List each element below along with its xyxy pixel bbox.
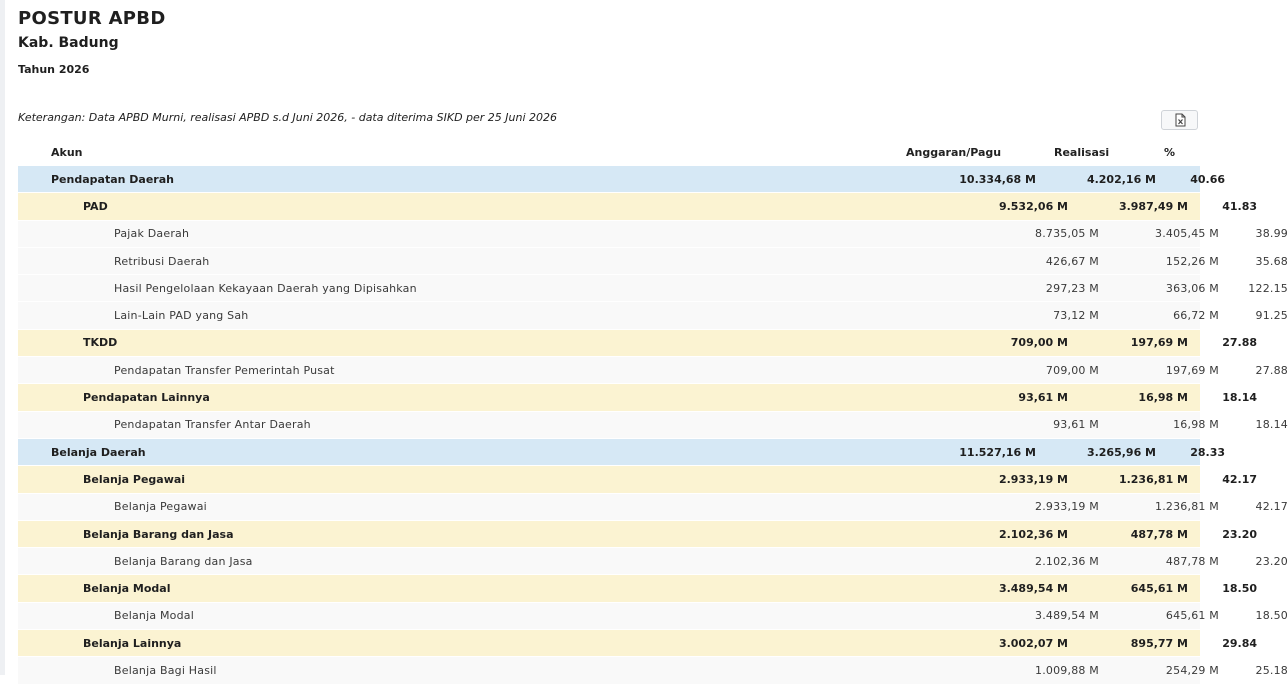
cell-realisasi: 16,98 M bbox=[1138, 391, 1188, 405]
cell-realisasi: 363,06 M bbox=[1165, 281, 1219, 295]
region-subtitle: Kab. Badung bbox=[18, 35, 119, 51]
cell-akun: Pendapatan Transfer Pemerintah Pusat bbox=[114, 363, 335, 377]
cell-akun: Belanja Lainnya bbox=[83, 636, 182, 650]
table-row-group[interactable] bbox=[18, 439, 1225, 466]
cell-anggaran: 2.933,19 M bbox=[1035, 500, 1099, 514]
cell-anggaran: 3.489,54 M bbox=[1035, 609, 1099, 623]
cell-anggaran: 10.334,68 M bbox=[959, 172, 1036, 186]
table-row-subgroup[interactable] bbox=[18, 466, 1257, 493]
left-rail bbox=[0, 0, 5, 675]
cell-persen: 18.50 bbox=[1222, 582, 1257, 596]
cell-persen: 25.18 bbox=[1255, 663, 1288, 677]
cell-akun: Belanja Barang dan Jasa bbox=[114, 554, 253, 568]
table-row bbox=[18, 302, 1288, 329]
cell-anggaran: 73,12 M bbox=[1053, 309, 1099, 323]
cell-anggaran: 2.102,36 M bbox=[1035, 554, 1099, 568]
cell-akun: Pajak Daerah bbox=[114, 227, 190, 241]
cell-realisasi: 487,78 M bbox=[1130, 527, 1188, 541]
cell-akun: Belanja Pegawai bbox=[114, 500, 207, 514]
table-row bbox=[18, 221, 1288, 248]
table-row bbox=[18, 657, 1288, 684]
table-row-subgroup[interactable] bbox=[18, 330, 1257, 357]
cell-anggaran: 709,00 M bbox=[1045, 363, 1099, 377]
cell-realisasi: 66,72 M bbox=[1173, 309, 1219, 323]
table-row bbox=[18, 248, 1288, 275]
cell-persen: 122.15 bbox=[1248, 281, 1288, 295]
cell-anggaran: 11.527,16 M bbox=[959, 445, 1036, 459]
cell-akun: Retribusi Daerah bbox=[114, 254, 210, 268]
cell-realisasi: 487,78 M bbox=[1165, 554, 1219, 568]
table-row-group[interactable] bbox=[18, 166, 1225, 193]
cell-persen: 41.83 bbox=[1222, 199, 1257, 213]
page-title: POSTUR APBD bbox=[18, 8, 166, 29]
cell-persen: 18.14 bbox=[1255, 418, 1288, 432]
cell-persen: 40.66 bbox=[1190, 172, 1225, 186]
table-row bbox=[18, 275, 1288, 302]
cell-akun: Pendapatan Lainnya bbox=[83, 391, 210, 405]
apbd-table bbox=[18, 139, 1288, 685]
cell-akun: Belanja Pegawai bbox=[83, 472, 186, 486]
cell-realisasi: 254,29 M bbox=[1165, 663, 1219, 677]
cell-persen: 27.88 bbox=[1255, 363, 1288, 377]
column-header-anggaran[interactable]: Anggaran/Pagu bbox=[906, 146, 1002, 159]
table-row bbox=[18, 357, 1288, 384]
cell-persen: 42.17 bbox=[1222, 472, 1257, 486]
cell-realisasi: 3.987,49 M bbox=[1118, 199, 1188, 213]
cell-persen: 18.14 bbox=[1222, 391, 1257, 405]
export-excel-button[interactable] bbox=[1161, 110, 1198, 130]
cell-anggaran: 8.735,05 M bbox=[1035, 227, 1099, 241]
table-row bbox=[18, 494, 1288, 521]
cell-persen: 27.88 bbox=[1222, 336, 1257, 350]
cell-persen: 18.50 bbox=[1255, 609, 1288, 623]
table-header bbox=[18, 139, 1200, 166]
cell-akun: PAD bbox=[83, 199, 108, 213]
cell-realisasi: 1.236,81 M bbox=[1118, 472, 1188, 486]
cell-anggaran: 2.102,36 M bbox=[998, 527, 1068, 541]
column-header-persen[interactable]: % bbox=[1164, 146, 1176, 159]
cell-anggaran: 93,61 M bbox=[1053, 418, 1099, 432]
cell-realisasi: 645,61 M bbox=[1130, 582, 1188, 596]
cell-akun: Pendapatan Transfer Antar Daerah bbox=[114, 418, 311, 432]
cell-realisasi: 152,26 M bbox=[1165, 254, 1219, 268]
table-row bbox=[18, 412, 1288, 439]
cell-realisasi: 197,69 M bbox=[1130, 336, 1188, 350]
cell-akun: Belanja Modal bbox=[83, 582, 171, 596]
cell-realisasi: 3.405,45 M bbox=[1155, 227, 1219, 241]
table-row bbox=[18, 548, 1288, 575]
cell-akun: Belanja Bagi Hasil bbox=[114, 663, 217, 677]
cell-akun: Pendapatan Daerah bbox=[51, 172, 174, 186]
cell-akun: TKDD bbox=[83, 336, 118, 350]
cell-persen: 91.25 bbox=[1255, 309, 1288, 323]
year-label: Tahun 2026 bbox=[18, 63, 90, 76]
cell-anggaran: 3.002,07 M bbox=[998, 636, 1068, 650]
cell-akun: Hasil Pengelolaan Kekayaan Daerah yang Dipisahkan bbox=[114, 281, 417, 295]
excel-export-icon bbox=[1173, 113, 1187, 127]
cell-realisasi: 197,69 M bbox=[1165, 363, 1219, 377]
cell-akun: Lain-Lain PAD yang Sah bbox=[114, 309, 249, 323]
cell-persen: 35.68 bbox=[1255, 254, 1288, 268]
cell-anggaran: 426,67 M bbox=[1045, 254, 1099, 268]
cell-realisasi: 4.202,16 M bbox=[1086, 172, 1156, 186]
cell-akun: Belanja Daerah bbox=[51, 445, 146, 459]
cell-persen: 28.33 bbox=[1190, 445, 1225, 459]
column-header-akun[interactable]: Akun bbox=[51, 146, 83, 159]
cell-anggaran: 297,23 M bbox=[1045, 281, 1099, 295]
cell-anggaran: 1.009,88 M bbox=[1035, 663, 1099, 677]
cell-anggaran: 3.489,54 M bbox=[998, 582, 1068, 596]
cell-anggaran: 2.933,19 M bbox=[998, 472, 1068, 486]
table-body bbox=[18, 166, 1288, 685]
cell-realisasi: 1.236,81 M bbox=[1155, 500, 1219, 514]
cell-akun: Belanja Modal bbox=[114, 609, 194, 623]
data-note: Keterangan: Data APBD Murni, realisasi APBD s.d Juni 2026, - data diterima SIKD per 25 Juni 2026 bbox=[18, 111, 558, 124]
table-row-subgroup[interactable] bbox=[18, 384, 1257, 411]
cell-anggaran: 93,61 M bbox=[1018, 391, 1068, 405]
cell-anggaran: 709,00 M bbox=[1010, 336, 1068, 350]
table-row-subgroup[interactable] bbox=[18, 521, 1257, 548]
cell-anggaran: 9.532,06 M bbox=[998, 199, 1068, 213]
cell-persen: 23.20 bbox=[1255, 554, 1288, 568]
cell-persen: 29.84 bbox=[1222, 636, 1257, 650]
cell-realisasi: 3.265,96 M bbox=[1086, 445, 1156, 459]
cell-realisasi: 645,61 M bbox=[1165, 609, 1219, 623]
cell-persen: 38.99 bbox=[1255, 227, 1288, 241]
cell-akun: Belanja Barang dan Jasa bbox=[83, 527, 234, 541]
cell-realisasi: 16,98 M bbox=[1173, 418, 1219, 432]
cell-persen: 42.17 bbox=[1255, 500, 1288, 514]
column-header-realisasi[interactable]: Realisasi bbox=[1054, 146, 1110, 159]
cell-realisasi: 895,77 M bbox=[1130, 636, 1188, 650]
table-row bbox=[18, 603, 1288, 630]
table-row-subgroup[interactable] bbox=[18, 193, 1257, 220]
cell-persen: 23.20 bbox=[1222, 527, 1257, 541]
table-row-subgroup[interactable] bbox=[18, 630, 1257, 657]
table-row-subgroup[interactable] bbox=[18, 575, 1257, 602]
